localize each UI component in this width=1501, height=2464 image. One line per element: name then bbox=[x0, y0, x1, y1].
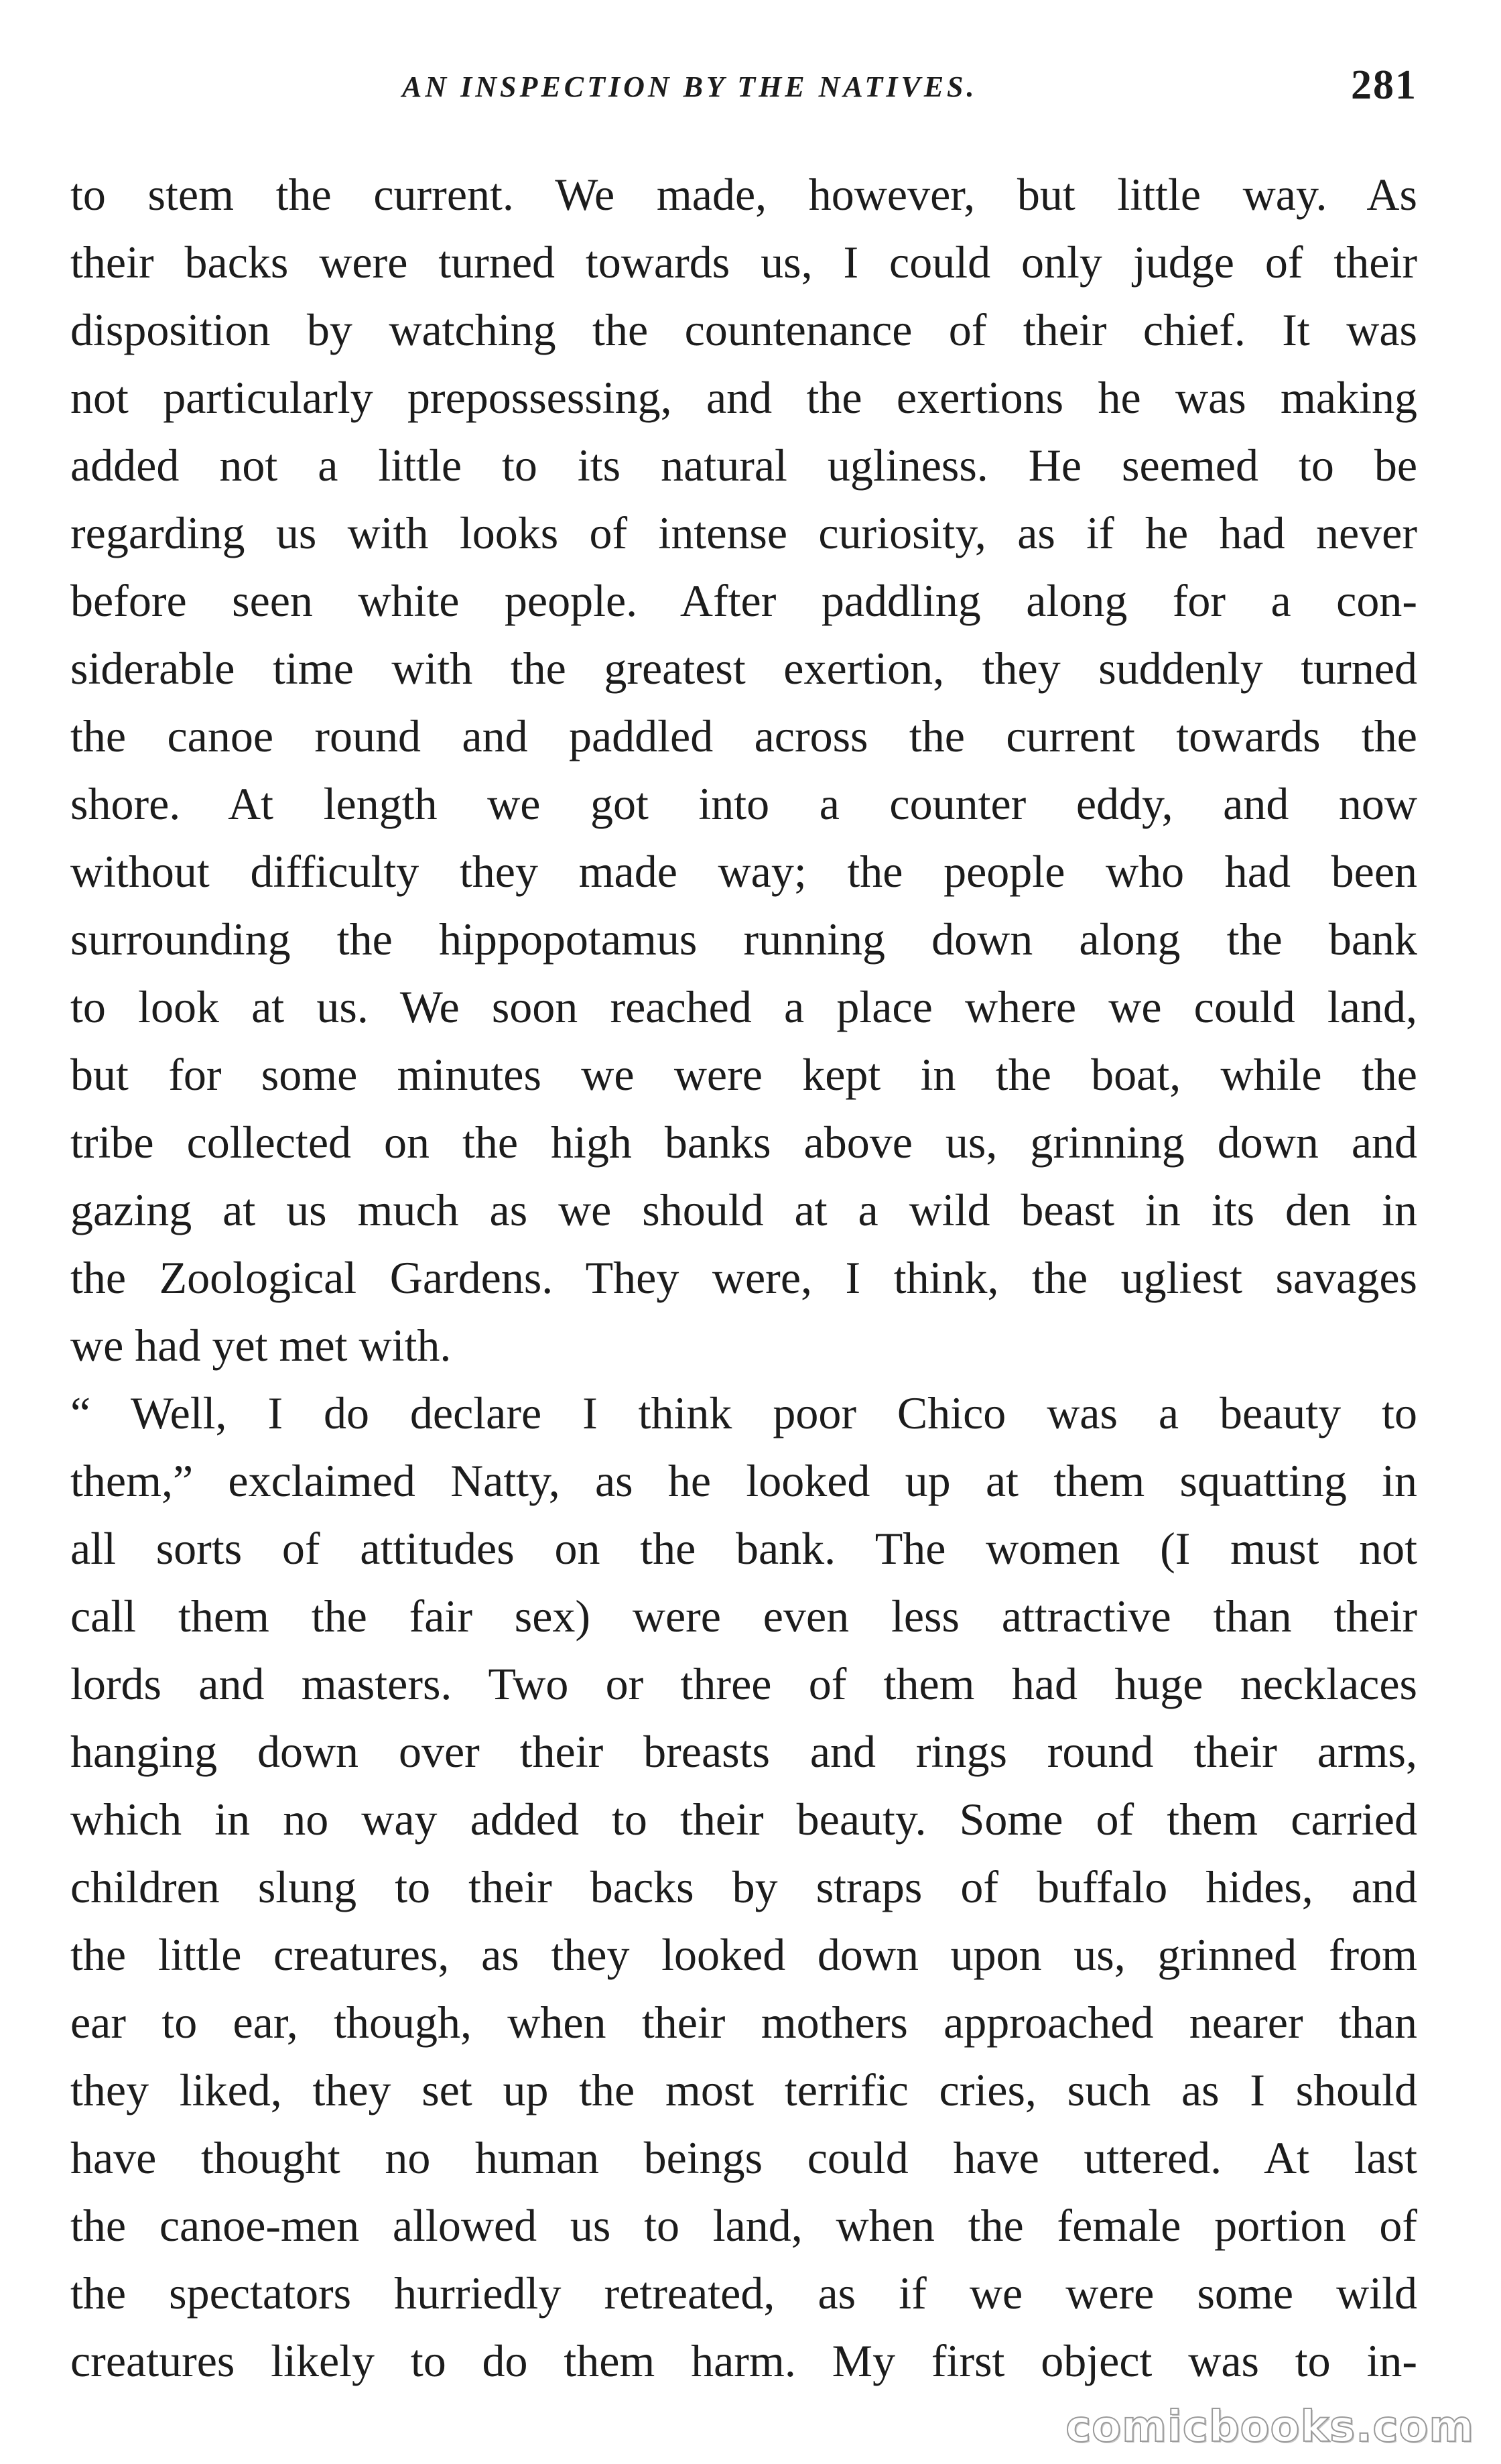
text-line: the canoe round and paddled across the current towards the bbox=[70, 711, 1417, 761]
text-line: added not a little to its natural ugliness. He seemed to be bbox=[70, 440, 1417, 491]
text-line: disposition by watching the countenance of their chief. It was bbox=[70, 304, 1417, 355]
text-line: before seen white people. After paddling along for a con- bbox=[70, 575, 1417, 626]
text-line: we had yet met with. bbox=[70, 1320, 452, 1371]
text-line: which in no way added to their beauty. Some of them carried bbox=[70, 1794, 1417, 1845]
text-line: have thought no human beings could have uttered. At last bbox=[70, 2132, 1417, 2183]
text-line: children slung to their backs by straps of buffalo hides, and bbox=[70, 1861, 1417, 1912]
text-line: they liked, they set up the most terrific cries, such as I should bbox=[70, 2065, 1417, 2115]
text-line: creatures likely to do them harm. My first object was to in- bbox=[70, 2335, 1417, 2386]
text-line: the spectators hurriedly retreated, as if we were some wild bbox=[70, 2268, 1417, 2319]
text-line: surrounding the hippopotamus running down along the bank bbox=[70, 914, 1417, 965]
text-line: the little creatures, as they looked down upon us, grinned from bbox=[70, 1929, 1417, 1980]
text-line: without difficulty they made way; the people who had been bbox=[70, 846, 1417, 897]
text-line: “ Well, I do declare I think poor Chico was a beauty to bbox=[70, 1388, 1417, 1438]
text-line: regarding us with looks of intense curiosity, as if he had never bbox=[70, 507, 1417, 558]
text-line: but for some minutes we were kept in the boat, while the bbox=[70, 1049, 1417, 1100]
text-line: hanging down over their breasts and rings round their arms, bbox=[70, 1726, 1417, 1777]
text-line: siderable time with the greatest exertion, they suddenly turned bbox=[70, 643, 1417, 694]
text-line: lords and masters. Two or three of them had huge necklaces bbox=[70, 1658, 1417, 1709]
running-head bbox=[0, 62, 1501, 122]
text-line: the canoe-men allowed us to land, when the female portion of bbox=[70, 2200, 1417, 2251]
text-line: tribe collected on the high banks above us, grinning down and bbox=[70, 1117, 1417, 1168]
body-text bbox=[70, 161, 1417, 2395]
text-line: to look at us. We soon reached a place where we could land, bbox=[70, 981, 1417, 1032]
page-number: 281 bbox=[1351, 62, 1417, 108]
running-title: AN INSPECTION BY THE NATIVES. bbox=[402, 70, 978, 103]
text-line: not particularly prepossessing, and the exertions he was making bbox=[70, 372, 1417, 423]
watermark: comicbooks.com bbox=[1065, 2402, 1474, 2452]
text-line: their backs were turned towards us, I could only judge of their bbox=[70, 237, 1417, 288]
text-line: the Zoological Gardens. They were, I think, the ugliest savages bbox=[70, 1252, 1417, 1303]
text-line: shore. At length we got into a counter eddy, and now bbox=[70, 778, 1417, 829]
text-line: call them the fair sex) were even less attractive than their bbox=[70, 1591, 1417, 1642]
text-line: gazing at us much as we should at a wild beast in its den in bbox=[70, 1184, 1417, 1235]
text-line: to stem the current. We made, however, but little way. As bbox=[70, 169, 1417, 220]
text-line: them,” exclaimed Natty, as he looked up at them squatting in bbox=[70, 1455, 1417, 1506]
text-line: all sorts of attitudes on the bank. The women (I must not bbox=[70, 1523, 1417, 1574]
text-line: ear to ear, though, when their mothers approached nearer than bbox=[70, 1997, 1417, 2048]
